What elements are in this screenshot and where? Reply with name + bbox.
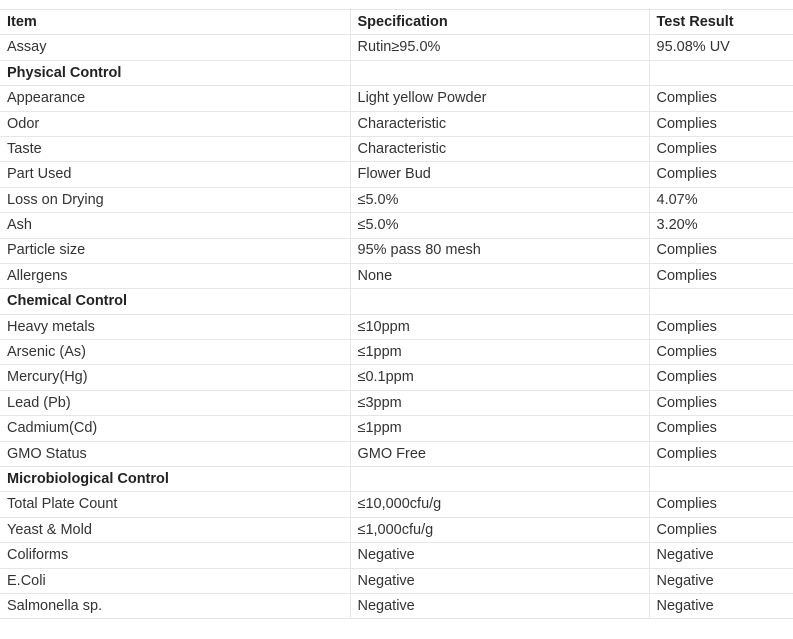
item-cell: Heavy metals [0, 314, 350, 339]
specification-cell: Characteristic [350, 111, 649, 136]
table-row [0, 517, 793, 542]
test-result-cell [649, 60, 793, 85]
specification-cell: ≤1ppm [350, 340, 649, 365]
specification-cell: Characteristic [350, 136, 649, 161]
item-cell: Particle size [0, 238, 350, 263]
section-header-row [0, 60, 793, 85]
item-cell: Mercury(Hg) [0, 365, 350, 390]
test-result-cell: Complies [649, 314, 793, 339]
specification-table [0, 9, 793, 619]
table-row [0, 543, 793, 568]
test-result-cell: 4.07% [649, 187, 793, 212]
table-row [0, 263, 793, 288]
specification-cell: ≤1,000cfu/g [350, 517, 649, 542]
test-result-cell: Complies [649, 340, 793, 365]
item-cell: Assay [0, 35, 350, 60]
section-title: Microbiological Control [0, 467, 350, 492]
specification-cell [350, 60, 649, 85]
test-result-cell: Complies [649, 136, 793, 161]
table-row [0, 314, 793, 339]
test-result-cell [649, 467, 793, 492]
section-title: Chemical Control [0, 289, 350, 314]
table-row [0, 441, 793, 466]
test-result-cell: Complies [649, 86, 793, 111]
table-body [0, 35, 793, 619]
test-result-cell: Complies [649, 162, 793, 187]
specification-cell: ≤5.0% [350, 213, 649, 238]
test-result-cell: Complies [649, 390, 793, 415]
test-result-cell: Negative [649, 568, 793, 593]
test-result-cell: 3.20% [649, 213, 793, 238]
table-row [0, 86, 793, 111]
specification-cell: ≤3ppm [350, 390, 649, 415]
table-row [0, 568, 793, 593]
column-header-specification: Specification [350, 10, 649, 35]
item-cell: Allergens [0, 263, 350, 288]
table-row [0, 162, 793, 187]
item-cell: Lead (Pb) [0, 390, 350, 415]
item-cell: Total Plate Count [0, 492, 350, 517]
specification-cell: Negative [350, 593, 649, 618]
specification-cell: Negative [350, 543, 649, 568]
specification-cell: ≤0.1ppm [350, 365, 649, 390]
table-row [0, 35, 793, 60]
specification-cell: None [350, 263, 649, 288]
header-row [0, 10, 793, 35]
specification-cell: Rutin≥95.0% [350, 35, 649, 60]
section-header-row [0, 467, 793, 492]
item-cell: Ash [0, 213, 350, 238]
test-result-cell: Complies [649, 111, 793, 136]
test-result-cell: 95.08% UV [649, 35, 793, 60]
item-cell: E.Coli [0, 568, 350, 593]
item-cell: Taste [0, 136, 350, 161]
test-result-cell: Complies [649, 441, 793, 466]
test-result-cell: Complies [649, 517, 793, 542]
item-cell: Yeast & Mold [0, 517, 350, 542]
item-cell: Loss on Drying [0, 187, 350, 212]
specification-cell: ≤10,000cfu/g [350, 492, 649, 517]
specification-cell: ≤5.0% [350, 187, 649, 212]
table-row [0, 365, 793, 390]
test-result-cell: Negative [649, 593, 793, 618]
table-row [0, 416, 793, 441]
item-cell: GMO Status [0, 441, 350, 466]
test-result-cell: Complies [649, 365, 793, 390]
specification-cell [350, 467, 649, 492]
specification-cell: GMO Free [350, 441, 649, 466]
specification-cell: Flower Bud [350, 162, 649, 187]
test-result-cell: Complies [649, 416, 793, 441]
specification-cell: ≤1ppm [350, 416, 649, 441]
table-row [0, 593, 793, 618]
table-row [0, 111, 793, 136]
section-title: Physical Control [0, 60, 350, 85]
test-result-cell [649, 289, 793, 314]
test-result-cell: Complies [649, 492, 793, 517]
specification-cell: Negative [350, 568, 649, 593]
test-result-cell: Negative [649, 543, 793, 568]
specification-cell: 95% pass 80 mesh [350, 238, 649, 263]
specification-cell: ≤10ppm [350, 314, 649, 339]
specification-cell [350, 289, 649, 314]
column-header-item: Item [0, 10, 350, 35]
test-result-cell: Complies [649, 263, 793, 288]
table-row [0, 390, 793, 415]
column-header-test-result: Test Result [649, 10, 793, 35]
item-cell: Appearance [0, 86, 350, 111]
item-cell: Arsenic (As) [0, 340, 350, 365]
table-row [0, 187, 793, 212]
item-cell: Odor [0, 111, 350, 136]
item-cell: Part Used [0, 162, 350, 187]
table-row [0, 492, 793, 517]
table-row [0, 340, 793, 365]
specification-cell: Light yellow Powder [350, 86, 649, 111]
item-cell: Coliforms [0, 543, 350, 568]
table-row [0, 238, 793, 263]
table-row [0, 136, 793, 161]
item-cell: Salmonella sp. [0, 593, 350, 618]
item-cell: Cadmium(Cd) [0, 416, 350, 441]
table-row [0, 213, 793, 238]
test-result-cell: Complies [649, 238, 793, 263]
section-header-row [0, 289, 793, 314]
